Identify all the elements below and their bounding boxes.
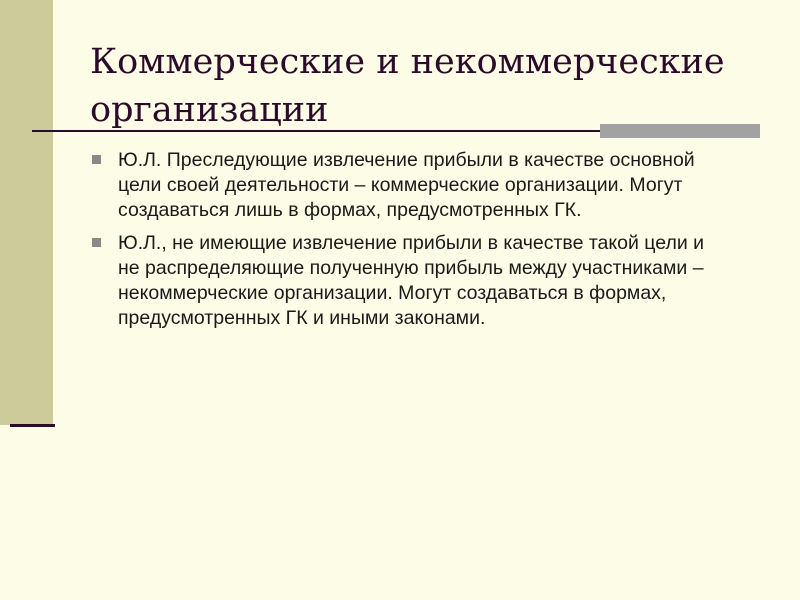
square-bullet-icon [92,155,101,164]
title-divider-accent [600,124,760,138]
slide-title: Коммерческие и некоммерческие организации [90,42,725,130]
square-bullet-icon [92,238,101,247]
bullet-text: Ю.Л., не имеющие извлечение прибыли в качестве такой цели и не распределяющие полученную прибыль между участниками – некоммерческие организации. Могут создаваться в формах, предусмотренных ГК и иными законами. [118,232,705,329]
bullet-item-commercial [90,148,730,223]
left-decorative-bar [0,0,53,425]
bullet-list [90,148,730,339]
bullet-item-noncommercial [90,231,730,331]
bullet-text: Ю.Л. Преследующие извлечение прибыли в качестве основной цели своей деятельности – коммерческие организации. Могут создаваться лишь в формах, предусмотренных ГК. [118,149,695,221]
left-bar-underline [10,424,55,427]
